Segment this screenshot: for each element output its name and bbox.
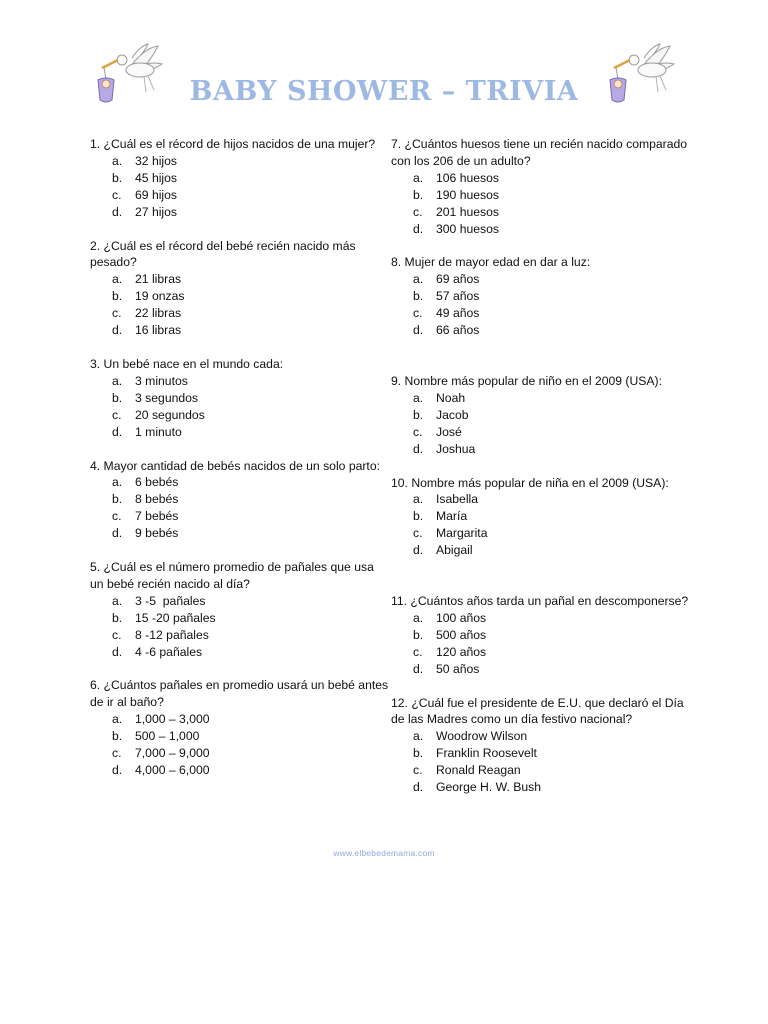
questions-column-right	[391, 136, 691, 796]
questions-column-left	[90, 136, 390, 779]
question-text: 3. Un bebé nace en el mundo cada:	[90, 356, 284, 371]
answer-option: b. 15 -20 pañales	[112, 610, 216, 625]
answer-option: c. 7 bebés	[112, 509, 179, 524]
answer-options	[391, 271, 691, 339]
answer-options	[391, 170, 691, 238]
answer-options	[90, 711, 390, 779]
question-11	[391, 593, 691, 678]
question-text: 6. ¿Cuántos pañales en promedio usará un bebé antes de ir al baño?	[90, 678, 389, 710]
question-5	[90, 559, 390, 660]
answer-options	[90, 153, 390, 221]
stork-carrying-baby-icon	[88, 40, 168, 106]
question-4	[90, 458, 390, 543]
answer-option: c. Ronald Reagan	[413, 763, 521, 778]
answer-option: c. 120 años	[413, 644, 487, 659]
answer-option: a. 21 libras	[112, 272, 182, 287]
question-8	[391, 254, 691, 339]
answer-option: a. 3 minutos	[112, 373, 188, 388]
answer-option: b. 19 onzas	[112, 289, 185, 304]
answer-option: b. 190 huesos	[413, 187, 500, 202]
answer-option: d. 4,000 – 6,000	[112, 763, 210, 777]
answer-option: a. 100 años	[413, 610, 487, 625]
answer-option: c. 201 huesos	[413, 204, 500, 219]
answer-option: c. 20 segundos	[112, 407, 205, 422]
question-text: 9. Nombre más popular de niño en el 2009 (USA):	[391, 373, 662, 388]
answer-option: c. José	[413, 424, 462, 439]
answer-option: a. 106 huesos	[413, 170, 500, 185]
answer-option: a. 69 años	[413, 272, 480, 287]
answer-option: a. 3 -5 pañales	[112, 593, 206, 608]
question-text: 12. ¿Cuál fue el presidente de E.U. que declaró el Día de las Madres como un día festivo nacional?	[391, 695, 684, 727]
answer-option: b. María	[413, 509, 468, 524]
answer-options	[90, 474, 390, 542]
question-2	[90, 238, 390, 339]
question-10	[391, 475, 691, 560]
question-1	[90, 136, 390, 221]
answer-options	[391, 491, 691, 559]
question-text: 5. ¿Cuál es el número promedio de pañales que usa un bebé recién nacido al día?	[90, 560, 374, 591]
question-text: 7. ¿Cuántos huesos tiene un recién nacido comparado con los 206 de un adulto?	[391, 137, 688, 168]
answer-option: a. Noah	[413, 390, 466, 405]
stork-carrying-baby-icon	[600, 40, 680, 106]
answer-option: a. Isabella	[413, 492, 479, 507]
answer-option: b. Jacob	[413, 407, 469, 422]
answer-option: c. 69 hijos	[112, 187, 178, 202]
question-6	[90, 677, 390, 778]
question-3	[90, 356, 390, 441]
answer-option: b. 3 segundos	[112, 390, 199, 405]
answer-options	[391, 390, 691, 458]
answer-option: d. 16 libras	[112, 323, 182, 338]
answer-option: d. 27 hijos	[112, 204, 178, 219]
answer-option: c. Margarita	[413, 526, 488, 541]
answer-option: a. Woodrow Wilson	[413, 729, 528, 744]
answer-option: a. 1,000 – 3,000	[112, 712, 210, 727]
answer-option: d. Abigail	[413, 543, 473, 558]
question-text: 8. Mujer de mayor edad en dar a luz:	[391, 255, 591, 270]
answer-option: a. 6 bebés	[112, 475, 179, 490]
answer-option: d. 66 años	[413, 323, 480, 338]
question-text: 4. Mayor cantidad de bebés nacidos de un solo parto:	[90, 458, 380, 473]
answer-option: b. 8 bebés	[112, 492, 179, 507]
answer-options	[391, 728, 691, 796]
answer-option: c. 49 años	[413, 306, 480, 321]
question-text: 10. Nombre más popular de niña en el 2009 (USA):	[391, 475, 669, 490]
answer-option: b. 500 – 1,000	[112, 729, 200, 744]
answer-option: a. 32 hijos	[112, 153, 178, 168]
question-7	[391, 136, 691, 237]
question-12	[391, 695, 691, 796]
answer-option: b. 57 años	[413, 289, 480, 304]
answer-option: b. 45 hijos	[112, 170, 178, 185]
answer-option: d. 9 bebés	[112, 526, 179, 541]
page-title: BABY SHOWER – TRIVIA	[189, 76, 579, 107]
answer-option: b. Franklin Roosevelt	[413, 746, 537, 761]
answer-options	[90, 271, 390, 339]
answer-option: d. George H. W. Bush	[413, 780, 541, 795]
header	[88, 40, 680, 112]
answer-option: d. 300 huesos	[413, 221, 500, 236]
answer-option: c. 22 libras	[112, 306, 182, 321]
question-9	[391, 373, 691, 458]
answer-option: d. 1 minuto	[112, 424, 182, 439]
answer-option: c. 8 -12 pañales	[112, 627, 209, 642]
answer-option: d. 4 -6 pañales	[112, 644, 203, 659]
answer-options	[90, 593, 390, 661]
question-text: 1. ¿Cuál es el récord de hijos nacidos de una mujer?	[90, 137, 376, 151]
answer-option: b. 500 años	[413, 627, 487, 642]
footer-website-url: www.elbebedemama.com	[333, 848, 435, 858]
answer-options	[90, 373, 390, 441]
answer-option: d. Joshua	[413, 441, 476, 456]
question-text: 11. ¿Cuántos años tarda un pañal en descomponerse?	[391, 594, 689, 609]
question-text: 2. ¿Cuál es el récord del bebé recién nacido más pesado?	[90, 238, 356, 270]
answer-option: c. 7,000 – 9,000	[112, 746, 210, 761]
answer-options	[391, 610, 691, 678]
answer-option: d. 50 años	[413, 661, 480, 676]
